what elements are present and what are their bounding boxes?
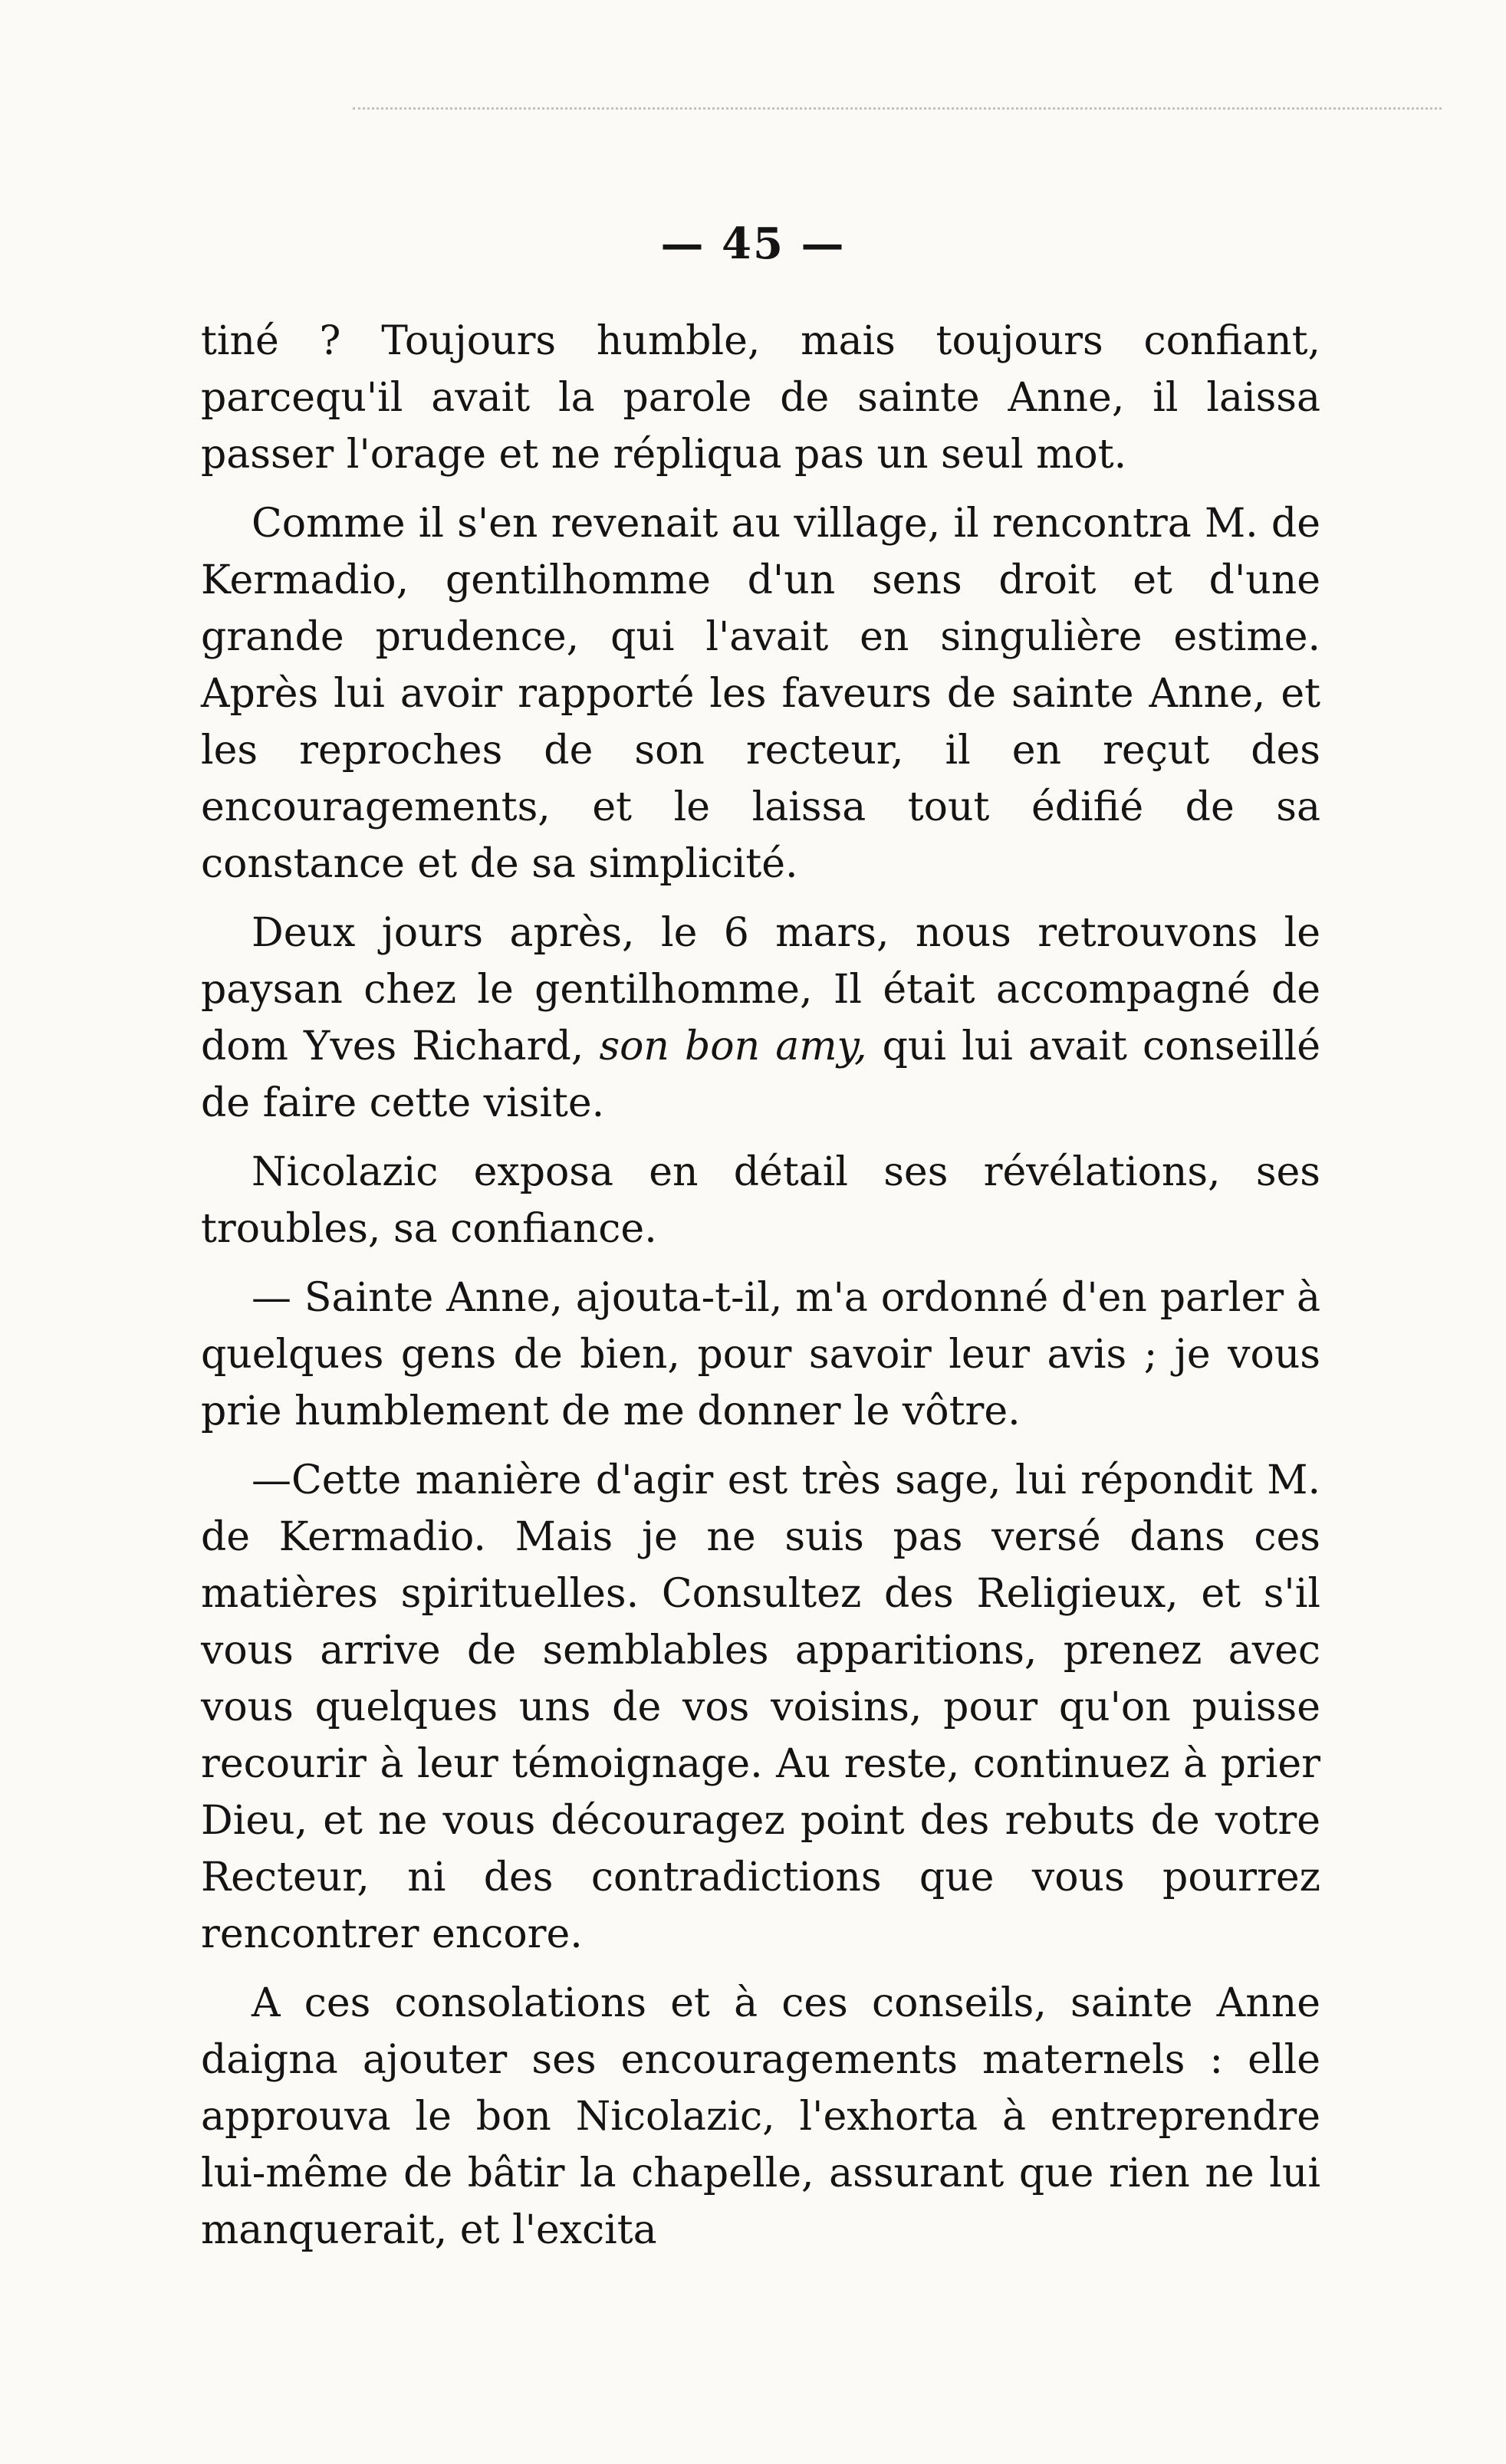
paragraph-1: tiné ? Toujours humble, mais toujours confiant, parcequ'il avait la parole de sainte Anne, il laissa passer l'orage et ne répliqua pas un seul mot. xyxy=(201,318,1320,478)
page-number: — 45 — xyxy=(660,218,846,269)
paragraph-2: Comme il s'en revenait au village, il rencontra M. de Kermadio, gentilhomme d'un sens droit et d'une grande prudence, qui l'avait en singulière estime. Après lui avoir rapporté les faveurs de sainte Anne, et les reproches de son recteur, il en reçut des encouragements, et le laissa tout édifié de sa constance et de sa simplicité. xyxy=(201,501,1320,887)
paragraph-3-italic: son bon amy, xyxy=(599,1023,867,1069)
paragraph-6: —Cette manière d'agir est très sage, lui répondit M. de Kermadio. Mais je ne suis pas versé dans ces matières spirituelles. Consultez des Religieux, et s'il vous arrive de semblables apparitions, prenez avec vous quelques uns de vos voisins, pour qu'on puisse recourir à leur témoignage. Au reste, continuez à prier Dieu, et ne vous découragez point des rebuts de votre Recteur, ni des contradictions que vous pourrez rencontrer encore. xyxy=(201,1457,1320,1957)
paragraph-3-before: Deux jours après, le 6 mars, nous retrouvons le paysan chez le gentilhomme, Il était accompagné de dom Yves Richard, xyxy=(201,910,1320,1069)
paragraph-3 xyxy=(201,905,1320,1132)
scan-artifact-rule xyxy=(353,107,1442,110)
paragraph-3-after: qui lui avait conseillé de faire cette visite. xyxy=(201,1023,1321,1126)
paragraph-5: — Sainte Anne, ajouta-t-il, m'a ordonné d'en parler à quelques gens de bien, pour savoir leur avis ; je vous prie humblement de me donner le vôtre. xyxy=(201,1275,1320,1434)
page-body xyxy=(201,313,1320,2271)
paragraph-4: Nicolazic exposa en détail ses révélations, ses troubles, sa confiance. xyxy=(201,1149,1320,1252)
paragraph-7: A ces consolations et à ces conseils, sainte Anne daigna ajouter ses encouragements maternels : elle approuva le bon Nicolazic, l'exhorta à entreprendre lui-même de bâtir la chapelle, assurant que rien ne lui manquerait, et l'excita xyxy=(201,1980,1320,2253)
